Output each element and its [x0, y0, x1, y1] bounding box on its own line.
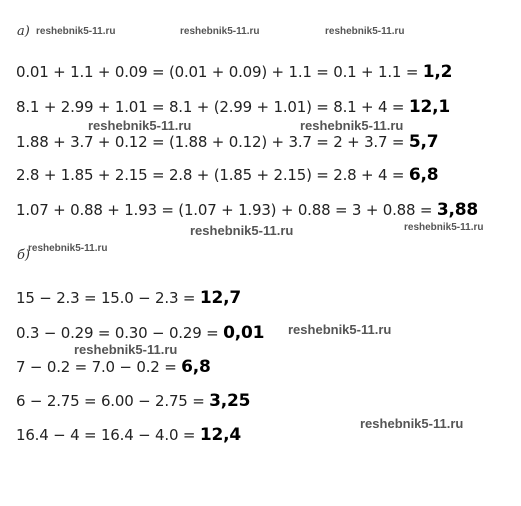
equation-answer: 12,1 — [408, 97, 450, 117]
watermark: reshebnik5-11.ru — [88, 118, 192, 133]
watermark: reshebnik5-11.ru — [74, 342, 178, 357]
watermark: reshebnik5-11.ru — [180, 26, 260, 37]
equation-expression: 0.01 + 1.1 + 0.09 = (0.01 + 0.09) + 1.1 = 0.1 + 1.1 = — [16, 63, 423, 81]
watermark: reshebnik5-11.ru — [36, 26, 116, 37]
equation-answer: 0,01 — [223, 323, 265, 343]
equation-answer: 6,8 — [408, 165, 439, 185]
watermark: reshebnik5-11.ru — [288, 322, 392, 337]
watermark: reshebnik5-11.ru — [325, 26, 405, 37]
watermark: reshebnik5-11.ru — [190, 223, 294, 238]
part-b-label: б) — [17, 248, 31, 263]
equation-answer: 12,4 — [199, 425, 241, 445]
equation-expression: 15 − 2.3 = 15.0 − 2.3 = — [16, 289, 200, 307]
equation-line — [16, 200, 478, 220]
equation-expression: 0.3 − 0.29 = 0.30 − 0.29 = — [16, 324, 224, 342]
equation-line — [16, 288, 241, 308]
part-a-label: а) — [17, 24, 30, 39]
equation-expression: 7 − 0.2 = 7.0 − 0.2 = — [16, 358, 182, 376]
equation-answer: 3,25 — [209, 391, 251, 411]
equation-answer: 12,7 — [199, 288, 241, 308]
equation-line — [16, 391, 250, 411]
equation-expression: 16.4 − 4 = 16.4 − 4.0 = — [16, 426, 200, 444]
equation-line — [16, 97, 450, 117]
equation-expression: 2.8 + 1.85 + 2.15 = 2.8 + (1.85 + 2.15) = 2.8 + 4 = — [16, 166, 409, 184]
equation-answer: 6,8 — [181, 357, 211, 377]
equation-expression: 1.88 + 3.7 + 0.12 = (1.88 + 0.12) + 3.7 = 2 + 3.7 = — [16, 133, 409, 151]
equation-answer: 3,88 — [436, 200, 479, 220]
equation-line — [16, 425, 241, 445]
equation-answer: 1,2 — [422, 62, 453, 82]
equation-expression: 6 − 2.75 = 6.00 − 2.75 = — [16, 392, 210, 410]
equation-expression: 8.1 + 2.99 + 1.01 = 8.1 + (2.99 + 1.01) = 8.1 + 4 = — [16, 98, 409, 116]
equation-answer: 5,7 — [408, 132, 439, 152]
watermark: reshebnik5-11.ru — [28, 243, 108, 254]
watermark: reshebnik5-11.ru — [360, 416, 464, 431]
equation-line — [16, 357, 211, 377]
equation-line — [16, 323, 264, 343]
equation-line — [16, 132, 438, 152]
equation-line — [16, 62, 452, 82]
equation-expression: 1.07 + 0.88 + 1.93 = (1.07 + 1.93) + 0.88 = 3 + 0.88 = — [16, 201, 437, 219]
watermark: reshebnik5-11.ru — [300, 118, 404, 133]
watermark: reshebnik5-11.ru — [404, 222, 484, 233]
equation-line — [16, 165, 438, 185]
